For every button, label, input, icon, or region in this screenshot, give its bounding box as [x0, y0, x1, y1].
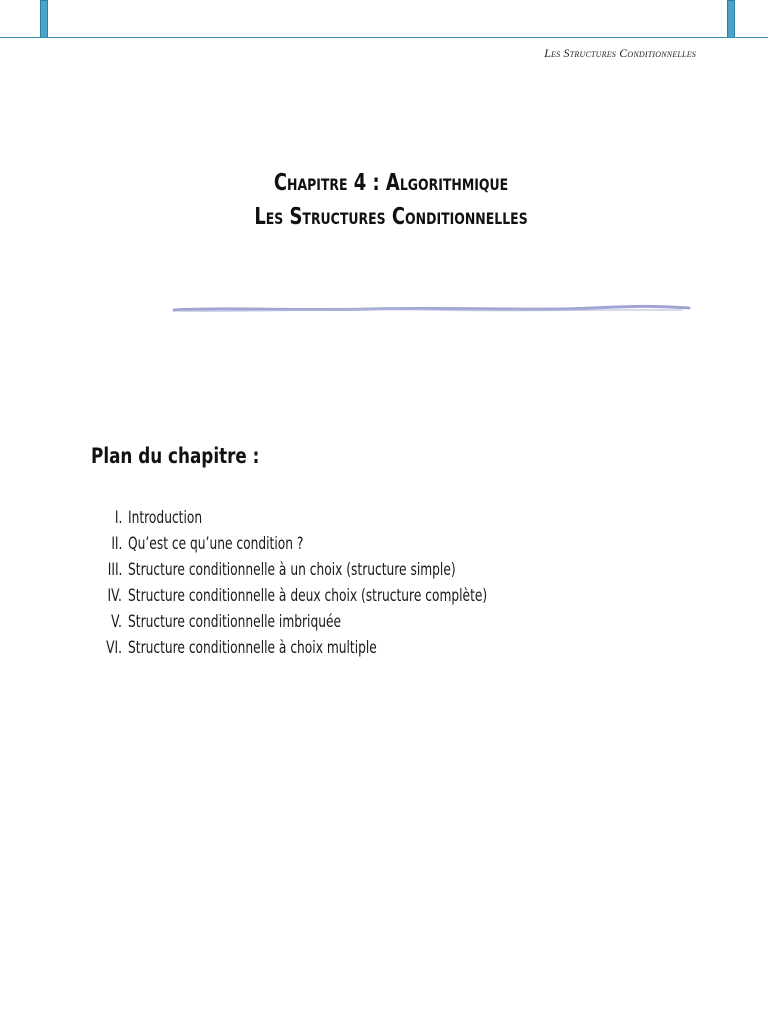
chapter-title [86, 166, 696, 234]
outline-item-number: II. [110, 534, 122, 554]
outline-item-number: IV. [107, 586, 122, 606]
outline-item-text: Structure conditionnelle à deux choix (structure complète) [128, 586, 488, 606]
outline-item-text: Structure conditionnelle à un choix (structure simple) [128, 560, 456, 580]
outline-item-text: Qu’est ce qu’une condition ? [128, 534, 304, 554]
chapter-title-line-1: Chapitre 4 : Algorithmique [273, 170, 509, 196]
header-tab-left [40, 0, 48, 38]
header-tab-right [727, 0, 735, 38]
outline-item-number: VI. [106, 638, 122, 658]
outline-item-text: Structure conditionnelle à choix multiple [128, 638, 377, 658]
running-header: Les Structures Conditionnelles [544, 46, 696, 60]
outline-item-number: I. [114, 508, 122, 528]
outline-item-number: V. [111, 612, 122, 632]
outline-item-number: III. [107, 560, 122, 580]
decorative-divider [172, 302, 692, 316]
outline-item-text: Structure conditionnelle imbriquée [128, 612, 342, 632]
header-rule [0, 37, 768, 38]
chapter-title-line-2: Les Structures Conditionnelles [254, 204, 528, 230]
plan-heading: Plan du chapitre : [91, 444, 260, 468]
outline-item-text: Introduction [128, 508, 203, 528]
